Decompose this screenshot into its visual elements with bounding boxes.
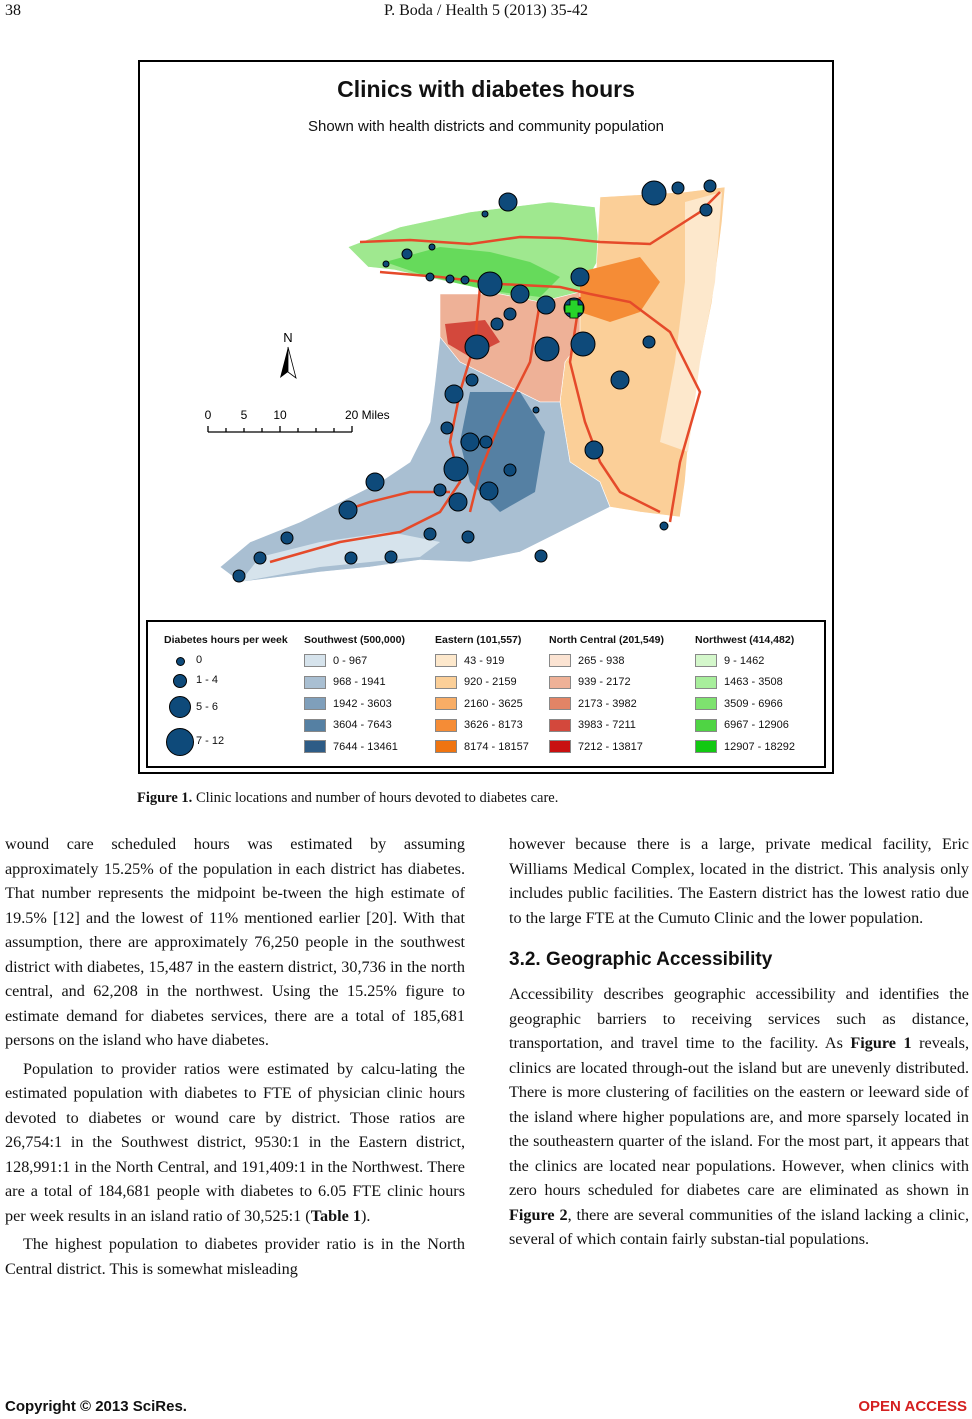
clinic-marker — [444, 457, 468, 481]
legend-southwest — [304, 634, 405, 758]
legend-range-label: 3626 - 8173 — [464, 719, 523, 732]
legend-swatch — [435, 654, 457, 667]
clinic-marker — [571, 332, 595, 356]
figure-caption — [137, 790, 558, 807]
clinic-marker — [611, 371, 629, 389]
legend-range-row — [304, 736, 405, 758]
clinic-marker — [461, 276, 469, 284]
legend-range-label: 9 - 1462 — [724, 654, 765, 667]
scale-label-20: 20 Miles — [345, 408, 390, 422]
clinic-marker — [504, 308, 516, 320]
clinic-marker — [499, 193, 517, 211]
legend-range-label: 920 - 2159 — [464, 676, 517, 689]
clinic-marker — [535, 550, 547, 562]
scale-label-10: 10 — [273, 408, 287, 422]
left-column — [5, 832, 465, 1281]
paragraph: Population to provider ratios were estimated by calcu-lating the estimated population with diabetes to FTE of physician clinic hours devoted to diabetes or wound care by district. Those ratios are 26,754:1 in the Southwest district, 9530:1 in the Eastern district, 128,991:1 in the North Central, and 191,409:1 in the Northwest. There are a total of 184,681 people with diabetes to 6.05 FTE clinic hours per week results in an island ratio of 30,525:1 (Table 1). — [5, 1059, 465, 1225]
clinic-marker — [480, 436, 492, 448]
legend-dot-xlarge-icon — [166, 728, 194, 756]
legend-range-row — [304, 715, 405, 737]
legend-range-label: 265 - 938 — [578, 654, 625, 667]
clinic-marker — [642, 181, 666, 205]
legend-dot-small-icon — [176, 657, 185, 666]
legend-northwest — [695, 634, 795, 758]
legend-range-row — [435, 672, 529, 694]
clinic-marker — [482, 211, 488, 217]
page-number: 38 — [5, 2, 21, 19]
clinic-marker — [480, 482, 498, 500]
legend-range-row — [549, 693, 664, 715]
map-subtitle: Shown with health districts and community population — [307, 118, 665, 135]
legend-district-title: North Central (201,549) — [549, 634, 664, 646]
legend-range-label: 939 - 2172 — [578, 676, 631, 689]
clinic-marker — [704, 180, 716, 192]
legend-swatch — [549, 654, 571, 667]
legend-range-row — [549, 672, 664, 694]
legend-range-row — [304, 650, 405, 672]
clinic-marker — [446, 275, 454, 283]
paragraph: Accessibility describes geographic accessibility and identifies the geographic barriers to receiving services such as distance, transportation, and travel time to the facility. As Figure 1 reveals, clinics are located through-out the island but are unevenly distributed. There is more clustering of facilities on the eastern or leeward side of the island where higher populations are, and more sparsely located in the southeastern quarter of the island. For the most part, it appears that the clinics are located near populations. However, when clinics with zero hours scheduled for diabetes care are eliminated as shown in Figure 2, there are several communities of the island lacking a clinic, several of which contain fairly substan-tial populations. — [509, 985, 970, 1248]
legend-range-row — [549, 736, 664, 758]
scale-bar — [205, 408, 390, 432]
paragraph: however because there is a large, private medical facility, Eric Williams Medical Complex, located in the district. This analysis only includes public facilities. The Eastern district has the lowest ratio due to the large FTE at the Cumuto Clinic and the lower population. — [509, 835, 969, 927]
clinic-marker — [504, 464, 516, 476]
legend-swatch — [304, 697, 326, 710]
legend-swatch — [435, 740, 457, 753]
legend-range-row — [695, 693, 795, 715]
legend-range-label: 12907 - 18292 — [724, 740, 795, 753]
legend-swatch — [304, 676, 326, 689]
island-map — [140, 62, 832, 618]
clinic-marker — [434, 484, 446, 496]
table-ref: Table 1 — [310, 1206, 361, 1225]
right-column — [509, 832, 969, 1252]
legend-hours-title: Diabetes hours per week — [164, 634, 288, 646]
legend-north-central — [549, 634, 664, 758]
caption-text: Clinic locations and number of hours devoted to diabetes care. — [192, 790, 559, 806]
legend-district-title: Southwest (500,000) — [304, 634, 405, 646]
legend-swatch — [304, 719, 326, 732]
north-label: N — [283, 330, 293, 345]
clinic-marker — [478, 272, 502, 296]
clinic-marker — [660, 522, 668, 530]
legend-range-row — [549, 650, 664, 672]
legend-swatch — [304, 654, 326, 667]
legend-range-row — [304, 672, 405, 694]
legend-range-row — [435, 650, 529, 672]
clinic-marker — [643, 336, 655, 348]
legend-range-label: 968 - 1941 — [333, 676, 386, 689]
legend-range-row — [695, 736, 795, 758]
legend-swatch — [435, 697, 457, 710]
legend-hours-label: 0 — [196, 654, 203, 666]
clinic-marker — [465, 335, 489, 359]
legend-swatch — [549, 719, 571, 732]
legend-range-label: 7644 - 13461 — [333, 740, 398, 753]
clinic-marker — [429, 244, 435, 250]
figure-map — [138, 60, 834, 774]
clinic-marker — [233, 570, 245, 582]
clinic-marker — [345, 552, 357, 564]
clinic-marker — [449, 493, 467, 511]
clinic-marker — [426, 273, 434, 281]
section-heading: 3.2. Geographic Accessibility — [509, 949, 773, 970]
legend-hours-label: 7 - 12 — [196, 735, 225, 747]
figure-ref: Figure 1 — [850, 1034, 912, 1052]
legend-range-label: 43 - 919 — [464, 654, 505, 667]
legend-range-label: 3604 - 7643 — [333, 719, 392, 732]
clinic-marker — [535, 337, 559, 361]
legend-swatch — [549, 740, 571, 753]
legend-range-label: 6967 - 12906 — [724, 719, 789, 732]
map-legend — [146, 620, 826, 768]
legend-range-label: 2160 - 3625 — [464, 697, 523, 710]
legend-range-row — [695, 650, 795, 672]
figure-ref: Figure 2 — [509, 1205, 568, 1224]
legend-eastern — [435, 634, 529, 758]
legend-range-row — [435, 693, 529, 715]
legend-range-label: 0 - 967 — [333, 654, 368, 667]
clinic-marker — [700, 204, 712, 216]
clinic-marker — [533, 407, 539, 413]
legend-district-title: Eastern (101,557) — [435, 634, 522, 646]
clinic-marker — [441, 422, 453, 434]
clinic-marker — [402, 249, 412, 259]
legend-range-row — [549, 715, 664, 737]
legend-swatch — [435, 676, 457, 689]
legend-range-label: 1463 - 3508 — [724, 676, 783, 689]
legend-range-row — [695, 715, 795, 737]
clinic-marker — [511, 285, 529, 303]
legend-swatch — [435, 719, 457, 732]
legend-swatch — [695, 676, 717, 689]
clinic-marker — [254, 552, 266, 564]
scale-label-0: 0 — [204, 408, 212, 422]
legend-swatch — [695, 740, 717, 753]
north-arrow-icon — [280, 330, 296, 378]
legend-range-label: 7212 - 13817 — [578, 740, 643, 753]
clinic-marker — [445, 385, 463, 403]
legend-swatch — [695, 719, 717, 732]
hospital-cross-icon — [564, 298, 584, 318]
caption-label: Figure 1. — [137, 790, 193, 806]
legend-range-row — [435, 715, 529, 737]
footer-copyright: Copyright © 2013 SciRes. — [5, 1398, 187, 1415]
legend-district-title: Northwest (414,482) — [695, 634, 795, 646]
clinic-marker — [281, 532, 293, 544]
legend-range-label: 2173 - 3982 — [578, 697, 637, 710]
clinic-marker — [585, 441, 603, 459]
clinic-marker — [339, 501, 357, 519]
legend-swatch — [695, 654, 717, 667]
footer-open-access: OPEN ACCESS — [858, 1398, 967, 1415]
clinic-marker — [571, 268, 589, 286]
legend-range-row — [304, 693, 405, 715]
legend-hours-label: 1 - 4 — [196, 674, 219, 686]
legend-range-row — [435, 736, 529, 758]
legend-range-label: 3983 - 7211 — [578, 719, 636, 732]
clinic-marker — [424, 528, 436, 540]
legend-swatch — [695, 697, 717, 710]
clinic-marker — [672, 182, 684, 194]
legend-hours-label: 5 - 6 — [196, 701, 219, 713]
paragraph: The highest population to diabetes provider ratio is in the North Central district. This is somewhat misleading — [5, 1235, 465, 1278]
clinic-marker — [537, 296, 555, 314]
legend-range-label: 1942 - 3603 — [333, 697, 392, 710]
clinic-marker — [462, 531, 474, 543]
legend-dot-large-icon — [169, 696, 191, 718]
clinic-marker — [491, 318, 503, 330]
clinic-marker — [466, 374, 478, 386]
map-title: Clinics with diabetes hours — [337, 76, 635, 102]
legend-range-row — [695, 672, 795, 694]
legend-swatch — [549, 697, 571, 710]
legend-range-label: 8174 - 18157 — [464, 740, 529, 753]
running-head: P. Boda / Health 5 (2013) 35-42 — [384, 2, 588, 19]
scale-label-5: 5 — [240, 408, 248, 422]
legend-dot-medium-icon — [173, 674, 187, 688]
legend-hours — [164, 634, 309, 752]
clinic-marker — [385, 551, 397, 563]
legend-range-label: 3509 - 6966 — [724, 697, 783, 710]
legend-swatch — [304, 740, 326, 753]
clinic-marker — [383, 261, 389, 267]
clinic-marker — [366, 473, 384, 491]
clinic-marker — [461, 433, 479, 451]
legend-swatch — [549, 676, 571, 689]
paragraph: wound care scheduled hours was estimated by assuming approximately 15.25% of the population in each district has diabetes. That number represents the midpoint be-tween the high estimate of 19.5% [12] and the lowest of 11% mentioned earlier [20]. With that assumption, there are approximately 76,250 people in the southwest district with diabetes, 15,487 in the eastern district, 30,736 in the north central, and 62,208 in the northwest. Using the 15.25% figure to estimate demand for diabetes services, there are a total of 185,681 persons on the island who have diabetes. — [5, 835, 465, 1049]
